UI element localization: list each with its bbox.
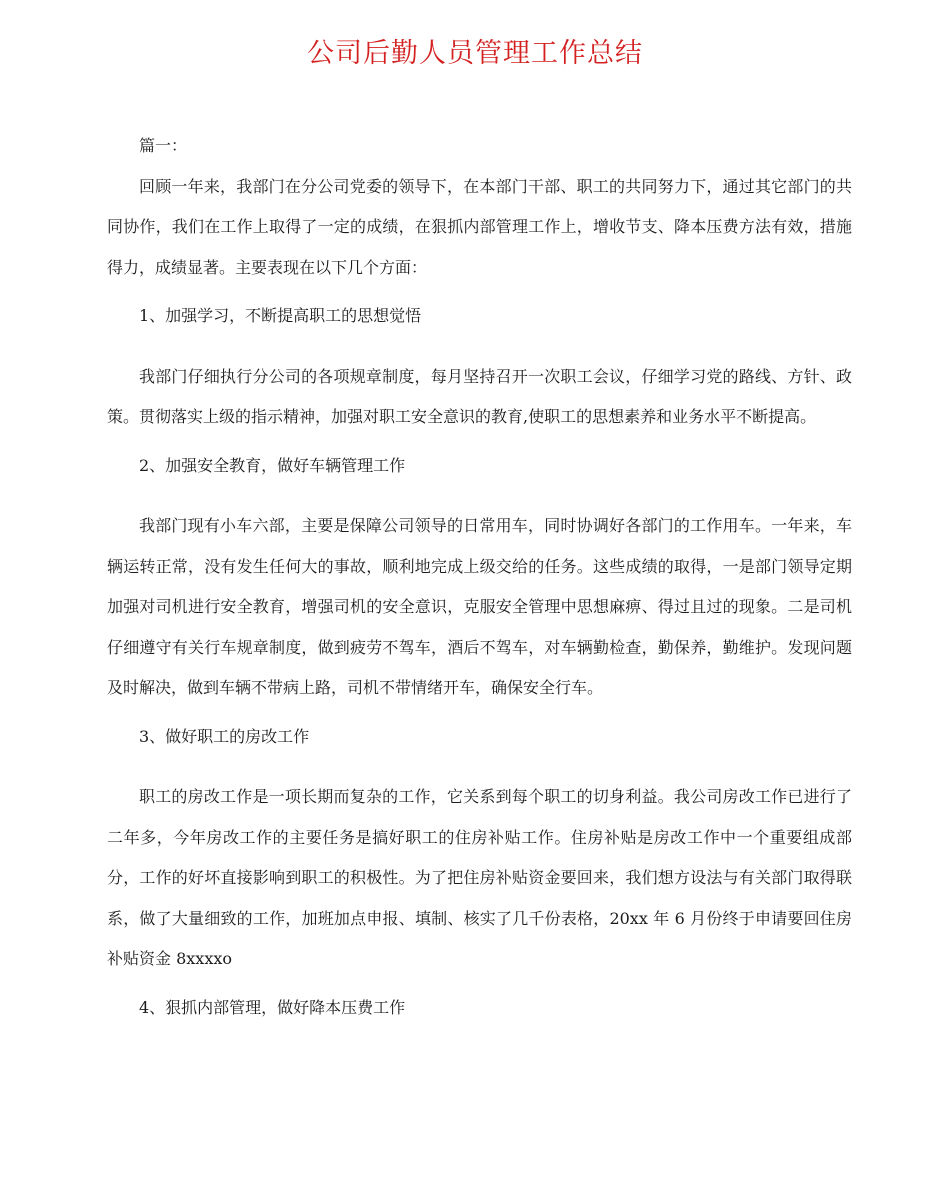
section-heading-3: 3、做好职工的房改工作: [139, 726, 310, 746]
section-heading-1: 1、加强学习，不断提高职工的思想觉悟: [139, 306, 422, 325]
section-label: 篇一：: [139, 136, 188, 155]
document-body: [107, 126, 852, 1028]
section-heading-2: 2、加强安全教育，做好车辆管理工作: [139, 455, 406, 475]
section-body-3: 职工的房改工作是一项长期而复杂的工作，它关系到每个职工的切身利益。我公司房改工作已进行了二年多，今年房改工作的主要任务是搞好职工的住房补贴工作。住房补贴是房改工作中一个重要组成部分，工作的好坏直接影响到职工的积极性。为了把住房补贴资金要回来，我们想方设法与有关部门取得联系，做了大量细致的工作，加班加点申报、填制、核实了几千份表格，20xx 年 6 月份终于申请要回住房补贴资金 8xxxxo: [107, 787, 852, 968]
intro-paragraph: 回顾一年来，我部门在分公司党委的领导下，在本部门干部、职工的共同努力下，通过其它部门的共同协作，我们在工作上取得了一定的成绩，在狠抓内部管理工作上，增收节支、降本压费方法有效，措施得力，成绩显著。主要表现在以下几个方面：: [107, 176, 852, 277]
document-title: 公司后勤人员管理工作总结: [307, 38, 643, 69]
section-body-1: 我部门仔细执行分公司的各项规章制度，每月坚持召开一次职工会议，仔细学习党的路线、方针、政策。贯彻落实上级的指示精神，加强对职工安全意识的教育,使职工的思想素养和业务水平不断提高。: [107, 366, 852, 426]
section-body-2: 我部门现有小车六部，主要是保障公司领导的日常用车，同时协调好各部门的工作用车。一年来，车辆运转正常，没有发生任何大的事故，顺利地完成上级交给的任务。这些成绩的取得，一是部门领导定期加强对司机进行安全教育，增强司机的安全意识，克服安全管理中思想麻痹、得过且过的现象。二是司机仔细遵守有关行车规章制度，做到疲劳不驾车，酒后不驾车，对车辆勤检查，勤保养，勤维护。发现问题及时解决，做到车辆不带病上路，司机不带情绪开车，确保安全行车。: [107, 516, 852, 697]
section-heading-4: 4、狠抓内部管理，做好降本压费工作: [139, 997, 406, 1017]
